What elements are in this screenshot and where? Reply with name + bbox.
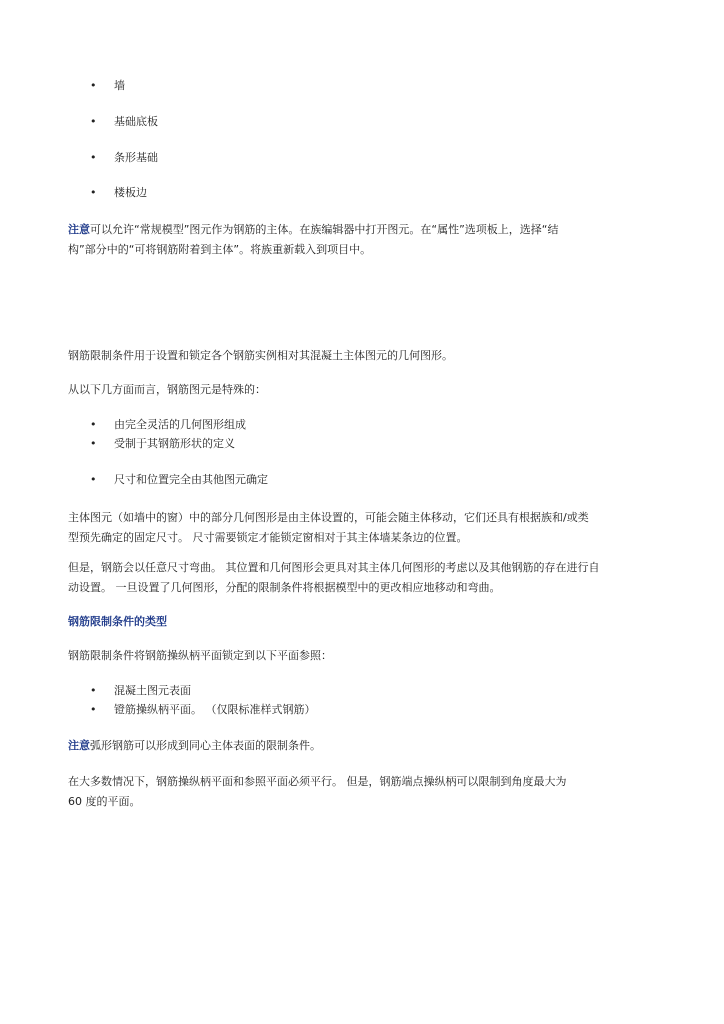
bullet: • — [90, 151, 97, 164]
bullet: • — [90, 473, 97, 486]
note-label: 注意 — [68, 223, 90, 236]
paragraph: 钢筋限制条件用于设置和锁定各个钢筋实例相对其混凝土主体图元的几何图形。 — [68, 349, 453, 362]
bullet: • — [90, 437, 97, 450]
note-paragraph — [68, 736, 658, 756]
bullet: • — [90, 418, 97, 431]
document-page: • 墙 • 基础底板 • 条形基础 • 楼板边 注意可以允许“常规模型”图元作为钢筋的主体。在族编辑器中打开图元。在“属性”选项板上，选择“结 构”部分中的“可将钢筋附着到主体”。将族重新载入到项目中。 钢筋限制条件用于设置和锁定各个钢筋实例相对其混凝土主体图元的几何图形。 从以下几方面而言，钢筋图元是特殊的： • 由完全灵活的几何图形组成 • 受制于其钢筋形状的定义 • 尺寸和位置完全由其他图元确定 主体图元（如墙中的窗）中的部分几何图形是由主体设置的，可能会随主体移动，它们还具有根据族和/或类 型预先确定的固定尺寸。 尺寸需要锁定才能锁定窗相对于其主体墙某条边的位置。 但是，钢筋会以任意尺寸弯曲。 其位置和几何图形会更具对其主体几何图形的考虑以及其他钢筋的存在进行自 动设置。 一旦设置了几何图形，分配的限制条件将根据模型中的更改相应地移动和弯曲。 钢筋限制条件的类型 钢筋限制条件将钢筋操纵柄平面锁定到以下平面参照： • 混凝土图元表面 • 镫筋操纵柄平面。 （仅限标准样式钢筋） 注意弧形钢筋可以形成到同心主体表面的限制条件。 在大多数情况下，钢筋操纵柄平面和参照平面必须平行。 但是，钢筋端点操纵柄可以限制到角度最大为 60 度的平面。 — [0, 0, 724, 1024]
bullet: • — [90, 115, 97, 128]
paragraph: 在大多数情况下，钢筋操纵柄平面和参照平面必须平行。 但是，钢筋端点操纵柄可以限制到角度最大为 60 度的平面。 — [68, 775, 567, 808]
note-paragraph — [68, 220, 658, 260]
note-text: 构”部分中的“可将钢筋附着到主体”。将族重新载入到项目中。 — [68, 243, 372, 256]
paragraph: 从以下几方面而言，钢筋图元是特殊的： — [68, 383, 266, 396]
bullet: • — [90, 186, 97, 199]
bullet: • — [90, 703, 97, 716]
paragraph: 但是，钢筋会以任意尺寸弯曲。 其位置和几何图形会更具对其主体几何图形的考虑以及其他钢筋的存在进行自 动设置。 一旦设置了几何图形，分配的限制条件将根据模型中的更改相应地移动和弯曲。 — [68, 561, 600, 594]
bullet: • — [90, 684, 97, 697]
note-label: 注意 — [68, 739, 90, 752]
paragraph: 主体图元（如墙中的窗）中的部分几何图形是由主体设置的，可能会随主体移动，它们还具有根据族和/或类 型预先确定的固定尺寸。 尺寸需要锁定才能锁定窗相对于其主体墙某条边的位置。 — [68, 511, 589, 544]
note-text: 可以允许“常规模型”图元作为钢筋的主体。在族编辑器中打开图元。在“属性”选项板上，选择“结 — [90, 223, 559, 236]
note-text: 弧形钢筋可以形成到同心主体表面的限制条件。 — [90, 739, 321, 752]
section-heading: 钢筋限制条件的类型 — [68, 615, 167, 628]
bullet: • — [90, 79, 97, 92]
paragraph: 钢筋限制条件将钢筋操纵柄平面锁定到以下平面参照： — [68, 649, 332, 662]
